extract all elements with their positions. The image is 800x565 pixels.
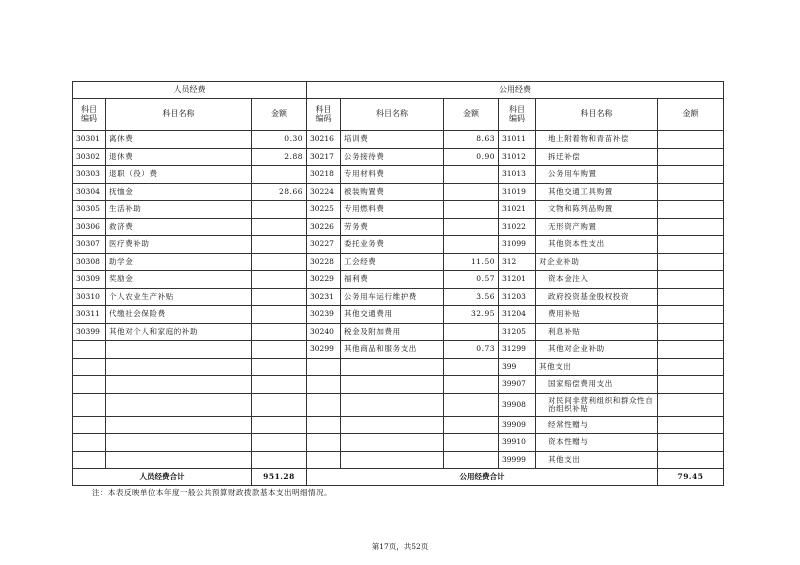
name-cell: 医疗费补助 xyxy=(106,236,252,254)
amount-cell xyxy=(444,166,499,184)
amount-cell xyxy=(252,358,307,376)
name-cell xyxy=(106,393,252,416)
code-cell: 31021 xyxy=(499,201,536,219)
code-cell xyxy=(73,451,106,469)
table-row xyxy=(73,253,724,271)
code-cell: 30216 xyxy=(307,131,341,149)
code-cell xyxy=(73,416,106,434)
amount-cell xyxy=(658,451,724,469)
code-cell: 39999 xyxy=(499,451,536,469)
name-cell: 代缴社会保险费 xyxy=(106,306,252,324)
amount-cell xyxy=(444,416,499,434)
code-cell: 31099 xyxy=(499,236,536,254)
name-cell: 助学金 xyxy=(106,253,252,271)
code-cell: 30229 xyxy=(307,271,341,289)
name-cell: 其他对企业补助 xyxy=(536,341,658,359)
name-cell xyxy=(106,451,252,469)
code-cell: 30305 xyxy=(73,201,106,219)
amount-cell xyxy=(444,376,499,394)
amount-cell xyxy=(252,253,307,271)
col-name-header: 科目名称 xyxy=(536,99,658,131)
name-cell: 其他交通工具购置 xyxy=(536,183,658,201)
name-cell: 拆迁补偿 xyxy=(536,148,658,166)
name-cell: 被装购置费 xyxy=(341,183,444,201)
amount-cell xyxy=(444,236,499,254)
amount-cell: 3.56 xyxy=(444,288,499,306)
table-row xyxy=(73,201,724,219)
amount-cell xyxy=(444,393,499,416)
name-cell: 其他资本性支出 xyxy=(536,236,658,254)
page-number: 第17页，共52页 xyxy=(371,542,429,551)
amount-cell xyxy=(658,288,724,306)
code-cell: 31204 xyxy=(499,306,536,324)
amount-cell xyxy=(658,148,724,166)
amount-cell xyxy=(658,358,724,376)
amount-cell xyxy=(658,393,724,416)
col-code-header: 科目 编码 xyxy=(73,99,106,131)
code-cell: 31011 xyxy=(499,131,536,149)
table-row xyxy=(73,288,724,306)
amount-cell xyxy=(658,416,724,434)
name-cell: 救济费 xyxy=(106,218,252,236)
name-cell xyxy=(106,341,252,359)
code-cell: 30218 xyxy=(307,166,341,184)
personnel-total-label: 人员经费合计 xyxy=(73,469,252,486)
amount-cell xyxy=(252,434,307,452)
amount-cell xyxy=(252,341,307,359)
code-cell: 30302 xyxy=(73,148,106,166)
code-cell: 30217 xyxy=(307,148,341,166)
name-cell: 奖励金 xyxy=(106,271,252,289)
name-cell: 其他支出 xyxy=(536,451,658,469)
name-cell xyxy=(341,358,444,376)
code-cell: 30309 xyxy=(73,271,106,289)
amount-cell xyxy=(252,416,307,434)
amount-cell xyxy=(658,166,724,184)
amount-cell xyxy=(444,183,499,201)
name-cell xyxy=(341,376,444,394)
amount-cell xyxy=(444,434,499,452)
name-cell: 利息补贴 xyxy=(536,323,658,341)
amount-cell xyxy=(658,201,724,219)
name-cell: 税金及附加费用 xyxy=(341,323,444,341)
amount-cell xyxy=(658,341,724,359)
amount-cell xyxy=(658,131,724,149)
name-cell: 其他交通费用 xyxy=(341,306,444,324)
code-cell: 39909 xyxy=(499,416,536,434)
name-cell xyxy=(106,376,252,394)
col-name-header: 科目名称 xyxy=(106,99,252,131)
code-cell: 31299 xyxy=(499,341,536,359)
name-cell: 资本金注入 xyxy=(536,271,658,289)
name-cell: 对企业补助 xyxy=(536,253,658,271)
name-cell xyxy=(341,393,444,416)
table-row xyxy=(73,183,724,201)
amount-cell xyxy=(658,253,724,271)
code-cell: 31201 xyxy=(499,271,536,289)
table-row xyxy=(73,131,724,149)
code-cell: 30303 xyxy=(73,166,106,184)
code-cell: 39910 xyxy=(499,434,536,452)
name-cell: 培训费 xyxy=(341,131,444,149)
table-row xyxy=(73,341,724,359)
name-cell: 专用材料费 xyxy=(341,166,444,184)
code-cell: 30306 xyxy=(73,218,106,236)
code-cell: 30231 xyxy=(307,288,341,306)
amount-cell xyxy=(658,434,724,452)
amount-cell xyxy=(444,218,499,236)
name-cell: 对民间非营利组织和群众性自治组织补贴 xyxy=(536,393,658,416)
code-cell: 399 xyxy=(499,358,536,376)
name-cell: 政府投资基金股权投资 xyxy=(536,288,658,306)
amount-cell xyxy=(252,271,307,289)
name-cell: 离休费 xyxy=(106,131,252,149)
amount-cell xyxy=(658,323,724,341)
code-cell: 31203 xyxy=(499,288,536,306)
col-code-header: 科目 编码 xyxy=(307,99,341,131)
amount-cell xyxy=(444,451,499,469)
personnel-total-value: 951.28 xyxy=(252,469,307,486)
name-cell: 个人农业生产补贴 xyxy=(106,288,252,306)
name-cell: 经常性赠与 xyxy=(536,416,658,434)
code-cell: 30399 xyxy=(73,323,106,341)
name-cell: 资本性赠与 xyxy=(536,434,658,452)
code-cell: 30226 xyxy=(307,218,341,236)
amount-cell xyxy=(252,201,307,219)
amount-cell xyxy=(444,323,499,341)
public-total-label: 公用经费合计 xyxy=(307,469,658,486)
name-cell: 抚恤金 xyxy=(106,183,252,201)
amount-cell xyxy=(252,451,307,469)
name-cell xyxy=(106,358,252,376)
code-cell: 31022 xyxy=(499,218,536,236)
code-cell xyxy=(307,434,341,452)
public-total-value: 79.45 xyxy=(658,469,724,486)
table-row xyxy=(73,323,724,341)
table-row xyxy=(73,166,724,184)
code-cell: 30228 xyxy=(307,253,341,271)
name-cell: 公务用车运行维护费 xyxy=(341,288,444,306)
amount-cell xyxy=(658,306,724,324)
col-amount-header: 金额 xyxy=(252,99,307,131)
amount-cell: 0.57 xyxy=(444,271,499,289)
amount-cell xyxy=(252,323,307,341)
name-cell: 文物和陈列品购置 xyxy=(536,201,658,219)
amount-cell: 0.73 xyxy=(444,341,499,359)
code-cell: 31012 xyxy=(499,148,536,166)
amount-cell xyxy=(658,236,724,254)
code-cell xyxy=(73,393,106,416)
table-row xyxy=(73,306,724,324)
code-cell xyxy=(73,358,106,376)
amount-cell: 0.30 xyxy=(252,131,307,149)
amount-cell xyxy=(658,376,724,394)
name-cell xyxy=(341,434,444,452)
personnel-header: 人员经费 xyxy=(73,82,307,99)
code-cell: 30227 xyxy=(307,236,341,254)
code-cell xyxy=(307,358,341,376)
table-row xyxy=(73,236,724,254)
name-cell: 公务接待费 xyxy=(341,148,444,166)
name-cell: 劳务费 xyxy=(341,218,444,236)
code-cell xyxy=(307,393,341,416)
header-row-group xyxy=(73,82,724,99)
name-cell: 地上附着物和青苗补偿 xyxy=(536,131,658,149)
name-cell: 无形资产购置 xyxy=(536,218,658,236)
amount-cell: 0.90 xyxy=(444,148,499,166)
col-amount-header: 金额 xyxy=(444,99,499,131)
name-cell xyxy=(106,434,252,452)
amount-cell xyxy=(444,201,499,219)
amount-cell: 2.88 xyxy=(252,148,307,166)
code-cell: 30304 xyxy=(73,183,106,201)
table-note: 注：本表反映单位本年度一般公共预算财政拨款基本支出明细情况。 xyxy=(92,488,332,497)
amount-cell xyxy=(252,393,307,416)
code-cell: 30311 xyxy=(73,306,106,324)
code-cell xyxy=(307,376,341,394)
amount-cell xyxy=(444,358,499,376)
table-row xyxy=(73,148,724,166)
amount-cell: 28.66 xyxy=(252,183,307,201)
name-cell: 退休费 xyxy=(106,148,252,166)
code-cell: 312 xyxy=(499,253,536,271)
name-cell xyxy=(341,451,444,469)
code-cell: 30301 xyxy=(73,131,106,149)
amount-cell xyxy=(252,288,307,306)
col-amount-header: 金额 xyxy=(658,99,724,131)
code-cell: 30307 xyxy=(73,236,106,254)
code-cell: 31205 xyxy=(499,323,536,341)
table-row xyxy=(73,416,724,434)
code-cell: 30240 xyxy=(307,323,341,341)
table-row xyxy=(73,376,724,394)
amount-cell: 11.50 xyxy=(444,253,499,271)
code-cell: 31019 xyxy=(499,183,536,201)
code-cell: 30224 xyxy=(307,183,341,201)
totals-row xyxy=(73,469,724,486)
amount-cell: 32.95 xyxy=(444,306,499,324)
table-row xyxy=(73,358,724,376)
amount-cell xyxy=(252,218,307,236)
name-cell xyxy=(106,416,252,434)
name-cell: 其他商品和服务支出 xyxy=(341,341,444,359)
public-header: 公用经费 xyxy=(307,82,724,99)
name-cell: 生活补助 xyxy=(106,201,252,219)
code-cell xyxy=(307,451,341,469)
header-row-columns xyxy=(73,99,724,131)
name-cell: 委托业务费 xyxy=(341,236,444,254)
name-cell: 公务用车购置 xyxy=(536,166,658,184)
table-row xyxy=(73,451,724,469)
code-cell: 30310 xyxy=(73,288,106,306)
code-cell xyxy=(73,376,106,394)
amount-cell xyxy=(252,236,307,254)
col-name-header: 科目名称 xyxy=(341,99,444,131)
name-cell: 其他对个人和家庭的补助 xyxy=(106,323,252,341)
code-cell xyxy=(73,341,106,359)
code-cell xyxy=(307,416,341,434)
amount-cell xyxy=(658,271,724,289)
table-row xyxy=(73,434,724,452)
amount-cell xyxy=(658,183,724,201)
code-cell: 39907 xyxy=(499,376,536,394)
amount-cell xyxy=(658,218,724,236)
table-row xyxy=(73,218,724,236)
amount-cell xyxy=(252,376,307,394)
name-cell: 费用补贴 xyxy=(536,306,658,324)
col-code-header: 科目 编码 xyxy=(499,99,536,131)
table-row xyxy=(73,271,724,289)
name-cell: 国家赔偿费用支出 xyxy=(536,376,658,394)
name-cell: 福利费 xyxy=(341,271,444,289)
code-cell xyxy=(73,434,106,452)
name-cell: 专用燃料费 xyxy=(341,201,444,219)
name-cell: 工会经费 xyxy=(341,253,444,271)
amount-cell: 8.63 xyxy=(444,131,499,149)
expense-table xyxy=(72,81,724,486)
code-cell: 30239 xyxy=(307,306,341,324)
code-cell: 30308 xyxy=(73,253,106,271)
code-cell: 30225 xyxy=(307,201,341,219)
code-cell: 39908 xyxy=(499,393,536,416)
amount-cell xyxy=(252,166,307,184)
amount-cell xyxy=(252,306,307,324)
table-row xyxy=(73,393,724,416)
code-cell: 30299 xyxy=(307,341,341,359)
name-cell: 其他支出 xyxy=(536,358,658,376)
code-cell: 31013 xyxy=(499,166,536,184)
name-cell: 退职（役）费 xyxy=(106,166,252,184)
name-cell xyxy=(341,416,444,434)
